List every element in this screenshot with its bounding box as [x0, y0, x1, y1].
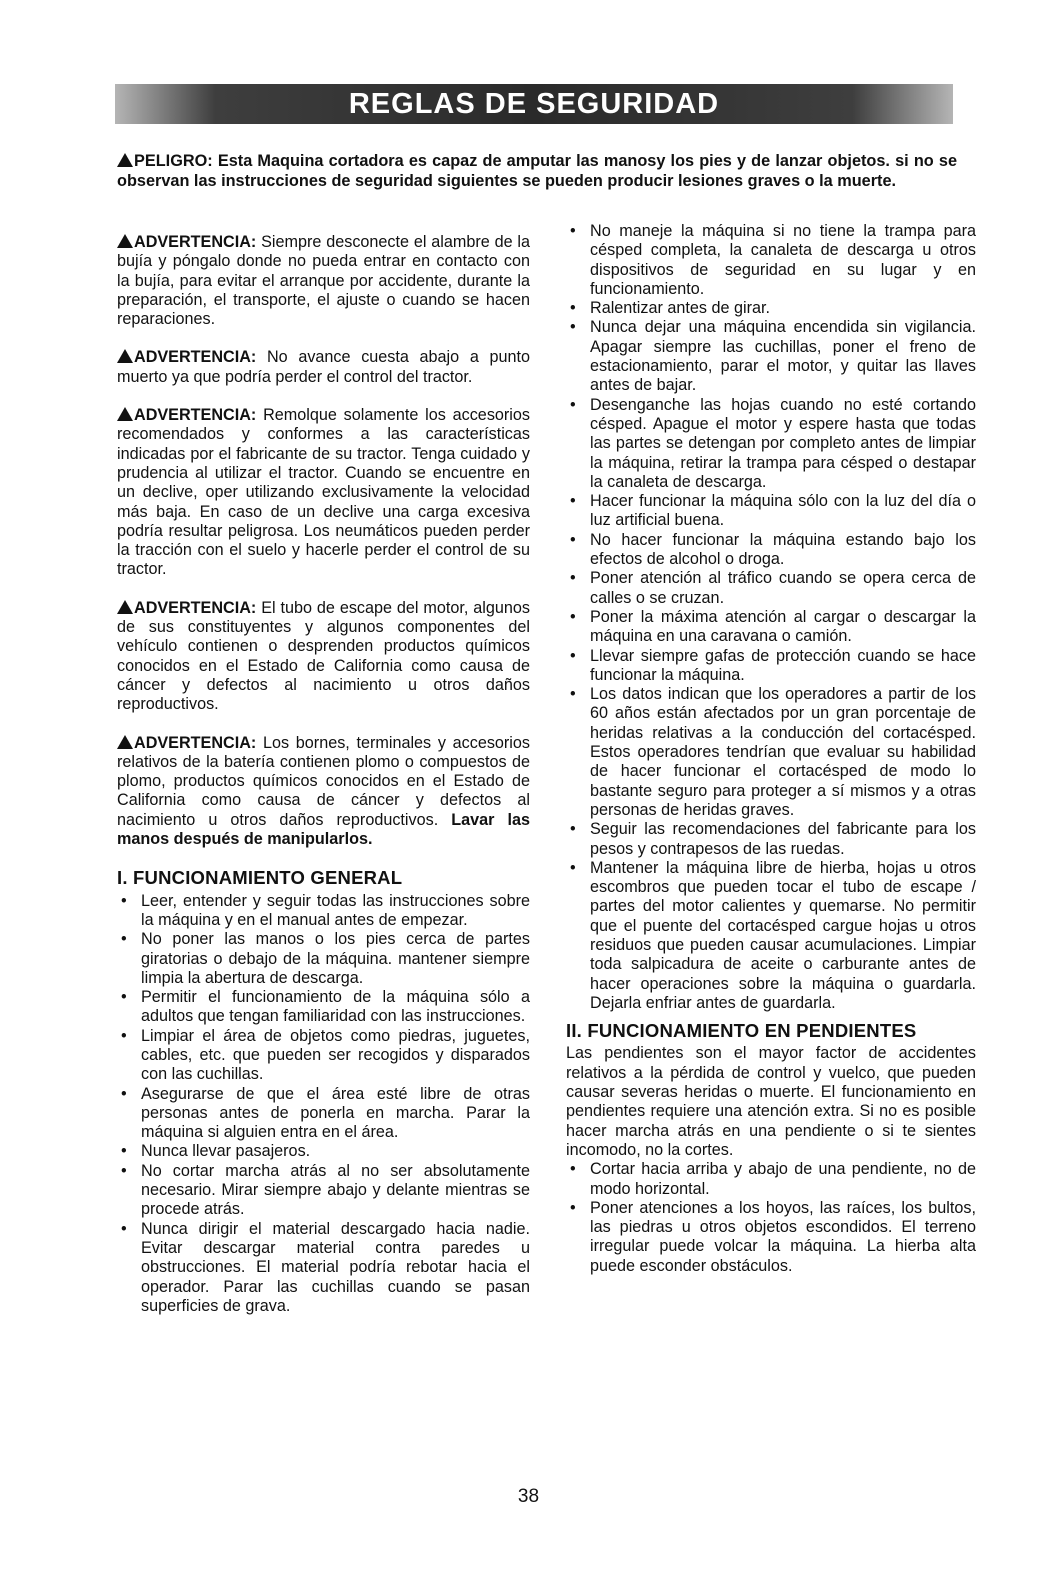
section-heading-slopes: II. FUNCIONAMIENTO EN PENDIENTES	[566, 1020, 917, 1042]
list-item: • Leer, entender y seguir todas las instrucciones sobre la máquina y en el manual antes de empezar.	[117, 892, 530, 931]
danger-notice	[117, 151, 957, 191]
page-number: 38	[517, 1486, 540, 1507]
warning-paragraph: ADVERTENCIA: No avance cuesta abajo a punto muerto ya que podría perder el control del tractor.	[117, 348, 530, 386]
list-item: • No maneje la máquina si no tiene la trampa para césped completa, la canaleta de descarga u otros dispositivos de seguridad en su lugar y en funcionamiento.	[566, 222, 976, 299]
banner-title: REGLAS DE SEGURIDAD	[348, 87, 720, 120]
warning-triangle-icon	[117, 407, 133, 421]
general-rules-list	[117, 892, 530, 1317]
list-item: • Poner la máxima atención al cargar o descargar la máquina en una caravana o camión.	[566, 608, 976, 647]
danger-label: PELIGRO:	[134, 152, 213, 170]
list-item: • Hacer funcionar la máquina sólo con la luz del día o luz artificial buena.	[566, 492, 976, 531]
danger-text: Esta Maquina cortadora es capaz de amputar las manosy los pies y de lanzar objetos. si no se observan las instrucciones de seguridad siguientes se pueden producir lesiones graves o la muerte.	[117, 152, 957, 190]
left-column	[117, 233, 530, 1324]
slopes-rules-list	[566, 1160, 976, 1276]
warning-paragraph: ADVERTENCIA: Remolque solamente los accesorios recomendados y conformes a las características indicadas por el fabricante de su tractor. Tenga cuidado y prudencia al utilizar el tractor. Cuando se encuentre en un declive, oper utilizando exclusivamente la velocidad más baja. En caso de un declive una carga excesiva podría resultar peligrosa. Los neumáticos pueden perder la tracción con el suelo y hacerle perder el control de su tractor.	[117, 406, 530, 579]
list-item: • Mantener la máquina libre de hierba, hojas u otros escombros que pueden tocar el tubo de escape / partes del motor calientes y quemarse. No permitir que el puente del cortacésped cargue hojas u otros residuos que pueden causar acumulaciones. Limpiar toda salpicadura de aceite o carburante antes de hacer operaciones sobre la máquina o guardarla. Dejarla enfriar antes de guardarla.	[566, 859, 976, 1013]
warning-triangle-icon	[117, 735, 133, 749]
warning-paragraph: ADVERTENCIA: El tubo de escape del motor, algunos de sus constituyentes y algunos componentes del vehículo contienen o desprenden productos químicos conocidos en el Estado de California como causa de cáncer y defectos al nacimiento u otros daños reproductivos.	[117, 598, 530, 714]
list-item: • No cortar marcha atrás al no ser absolutamente necesario. Mirar siempre abajo y delante mientras se procede atrás.	[117, 1162, 530, 1220]
list-item: • Poner atención al tráfico cuando se opera cerca de calles o se cruzan.	[566, 569, 976, 608]
list-item: • Poner atenciones a los hoyos, las raíces, los bultos, las piedras u otros objetos escondidos. El terreno irregular puede volcar la máquina. La hierba alta puede esconder obstáculos.	[566, 1199, 976, 1276]
list-item: • Ralentizar antes de girar.	[566, 299, 976, 318]
list-item: • Llevar siempre gafas de protección cuando se hace funcionar la máquina.	[566, 647, 976, 686]
section-heading-general: I. FUNCIONAMIENTO GENERAL	[117, 867, 403, 889]
warning-triangle-icon	[117, 600, 133, 614]
list-item: • Permitir el funcionamiento de la máquina sólo a adultos que tengan familiaridad con las instrucciones.	[117, 988, 530, 1027]
warning-triangle-icon	[117, 234, 133, 248]
list-item: • Desenganche las hojas cuando no esté cortando césped. Apague el motor y espere hasta que todas las partes se detengan por completo antes de limpiar la máquina, retirar la trampa para césped o destapar la canaleta de descarga.	[566, 396, 976, 492]
list-item: • Nunca llevar pasajeros.	[117, 1142, 530, 1161]
list-item: • Limpiar el área de objetos como piedras, juguetes, cables, etc. que pueden ser recogidos y disparados con las cuchillas.	[117, 1027, 530, 1085]
list-item: • Cortar hacia arriba y abajo de una pendiente, no de modo horizontal.	[566, 1160, 976, 1199]
list-item: • Los datos indican que los operadores a partir de los 60 años están afectados por un gran porcentaje de heridas relativas a la conducción del cortacésped. Estos operadores tendrían que evaluar su habilidad de hacer funcionar el cortacésped de modo lo bastante seguro para proteger a sí mismos y a otras personas de heridas graves.	[566, 685, 976, 820]
list-item: • Asegurarse de que el área esté libre de otras personas antes de ponerla en marcha. Parar la máquina si alguien entra en el área.	[117, 1085, 530, 1143]
list-item: • No hacer funcionar la máquina estando bajo los efectos de alcohol o droga.	[566, 531, 976, 570]
warning-paragraph: ADVERTENCIA: Los bornes, terminales y accesorios relativos de la batería contienen plomo o compuestos de plomo, productos químicos conocidos en el Estado de California como causa de cáncer y defectos al nacimiento u otros daños reproductivos. Lavar las manos después de manipularlos.	[117, 733, 530, 849]
general-rules-list-continued	[566, 222, 976, 1013]
list-item: • No poner las manos o los pies cerca de partes giratorias o debajo de la máquina. mantener siempre limpia la abertura de descarga.	[117, 930, 530, 988]
list-item: • Nunca dejar una máquina encendida sin vigilancia. Apagar siempre las cuchillas, poner el freno de estacionamiento, parar el motor, y quitar las llaves antes de bajar.	[566, 318, 976, 395]
list-item: • Seguir las recomendaciones del fabricante para los pesos y contrapesos de las ruedas.	[566, 820, 976, 859]
right-column	[566, 222, 976, 1284]
warning-triangle-icon	[117, 349, 133, 363]
warning-triangle-icon	[117, 153, 133, 167]
warning-paragraph: ADVERTENCIA: Siempre desconecte el alambre de la bujía y póngalo donde no pueda entrar en contacto con la bujía, para evitar el arranque por accidente, durante la preparación, el transporte, el ajuste o cuando se hacen reparaciones.	[117, 233, 530, 329]
list-item: • Nunca dirigir el material descargado hacia nadie. Evitar descargar material contra paredes u obstrucciones. El material podría rebotar hacia el operador. Parar las cuchillas cuando se pasan superficies de grava.	[117, 1220, 530, 1316]
section-banner	[115, 84, 953, 124]
slopes-intro: Las pendientes son el mayor factor de accidentes relativos a la pérdida de control y vuelco, que pueden causar severas heridas o muerte. El funcionamiento en pendientes requiere una atención extra. Si no es posible hacer marcha atrás en una pendiente o si te sientes incomodo, no la cortes.	[566, 1044, 976, 1159]
